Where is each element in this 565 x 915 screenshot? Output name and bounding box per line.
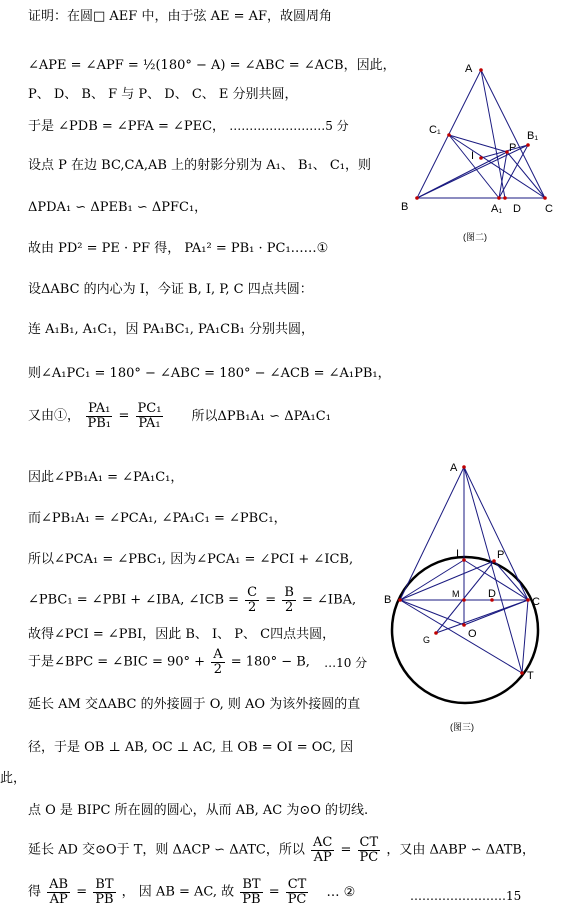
equals-sign: = xyxy=(76,884,88,900)
proof-line-6: ΔPDA₁ ∽ ΔPEB₁ ∽ ΔPFC₁， xyxy=(28,200,208,215)
label-a1: A₁ xyxy=(491,203,503,215)
proof-line-14: 所以∠PCA₁ = ∠PBC₁, 因为∠PCA₁ = ∠PCI + ∠ICB, xyxy=(28,552,354,567)
proof-line-5: 设点 P 在边 BC,CA,AB 上的射影分别为 A₁、 B₁、 C₁，则 xyxy=(28,158,372,173)
proof-line-8: 设ΔABC 的内心为 I，今证 B, I, P, C 四点共圆： xyxy=(28,282,313,297)
fraction-c-2: $\frac{C}{2}$ xyxy=(247,585,258,615)
proof-line-22-text: 延长 AD 交⊙O于 T，则 ΔACP ∽ ΔATC，所以 xyxy=(28,842,305,858)
label-c: C xyxy=(545,203,553,215)
proof-line-11b-text: 所以ΔPB₁A₁ ∽ ΔPA₁C₁ xyxy=(191,408,331,424)
equals-sign: = xyxy=(268,884,280,900)
fraction-a-2: $\frac{A}{2}$ xyxy=(213,647,223,677)
score-mark-5: ……………………5 分 xyxy=(229,119,349,133)
proof-line-17-tail: = 180° − B, xyxy=(230,654,310,670)
proof-line-13: 而∠PB₁A₁ = ∠PCA₁, ∠PA₁C₁ = ∠PBC₁， xyxy=(28,511,287,526)
fraction-pa1-pb1: $\frac{\text{PA₁}}{\text{PB₁}}$ xyxy=(87,401,111,431)
label-i: I xyxy=(471,150,475,162)
proof-line-23-tail: … ② xyxy=(326,884,356,900)
proof-line-9: 连 A₁B₁, A₁C₁，因 PA₁BC₁, PA₁CB₁ 分别共圆， xyxy=(28,322,315,337)
proof-line-23-text: 得 xyxy=(28,884,42,900)
label-t: T xyxy=(527,670,534,682)
proof-line-22 xyxy=(28,836,535,865)
figure-two-caption: (图二) xyxy=(463,232,487,242)
fraction-bt-pb-2: $\frac{BT}{PB}$ xyxy=(242,877,261,907)
segment-bt xyxy=(400,600,522,673)
label-d: D xyxy=(488,588,496,600)
proof-line-20: 此， xyxy=(0,771,27,786)
score-mark-10: …10 分 xyxy=(324,655,368,670)
segment-ob xyxy=(400,600,464,625)
segment-c1-p xyxy=(449,135,507,152)
score-mark-15: ……………………15 xyxy=(410,889,522,903)
label-d: D xyxy=(513,203,521,215)
proof-line-23-mid: ， 因 AB = AC, 故 xyxy=(121,884,235,900)
proof-line-3: P、 D、 B、 F 与 P、 D、 C、 E 分别共圆， xyxy=(28,87,298,102)
label-a: A xyxy=(450,462,458,474)
fraction-ct-pc: $\frac{CT}{PC}$ xyxy=(359,835,379,865)
proof-line-21: 点 O 是 BIPC 所在圆的圆心，从而 AB, AC 为⊙O 的切线. xyxy=(28,803,369,818)
label-g: G xyxy=(423,635,431,645)
label-c: C xyxy=(532,596,540,608)
fraction-bt-pb: $\frac{BT}{PB}$ xyxy=(95,877,114,907)
label-p: P xyxy=(497,549,505,561)
proof-line-1: 证明：在圆□ AEF 中，由于弦 AE = AF，故圆周角 xyxy=(28,9,333,24)
figure-two-diagram xyxy=(395,60,560,250)
segment-c-c1 xyxy=(449,135,545,198)
segment-a1-c1 xyxy=(449,135,499,198)
label-m: M xyxy=(452,589,460,599)
figure-three-caption: (图三) xyxy=(450,722,474,732)
fraction-ac-ap: $\frac{AC}{AP}$ xyxy=(313,835,333,865)
proof-line-17-text: 于是∠BPC = ∠BIC = 90° + xyxy=(28,654,206,670)
label-a: A xyxy=(465,63,473,75)
label-c1: C₁ xyxy=(429,124,441,136)
proof-line-15-tail: = ∠IBA, xyxy=(302,592,357,608)
label-b: B xyxy=(384,594,392,606)
proof-line-15 xyxy=(28,586,356,615)
proof-line-2: ∠APE = ∠APF = ½(180° − A) = ∠ABC = ∠ACB，因此， xyxy=(28,58,396,73)
proof-line-7: 故由 PD² = PE · PF 得， PA₁² = PB₁ · PC₁……① xyxy=(28,241,329,256)
equals-sign: = xyxy=(340,842,352,858)
proof-line-11-text: 又由①， xyxy=(28,408,81,424)
fraction-b-2: $\frac{B}{2}$ xyxy=(284,585,294,615)
segment-cp xyxy=(494,561,528,600)
label-p: P xyxy=(509,142,517,154)
proof-line-18: 延长 AM 交ΔABC 的外接圆于 O, 则 AO 为该外接圆的直 xyxy=(28,697,361,712)
label-o: O xyxy=(468,628,477,640)
proof-line-15-text: ∠PBC₁ = ∠PBI + ∠IBA, ∠ICB = xyxy=(28,592,240,608)
proof-line-16: 故得∠PCI = ∠PBI，因此 B、 I、 P、 C四点共圆， xyxy=(28,627,336,642)
proof-line-12: 因此∠PB₁A₁ = ∠PA₁C₁， xyxy=(28,470,184,485)
segment-ad xyxy=(481,70,505,198)
equals-sign: = xyxy=(265,592,277,608)
proof-line-22-tail: ，又由 ΔABP ∽ ΔATB， xyxy=(386,842,535,858)
fraction-ab-ap: $\frac{AB}{AP}$ xyxy=(49,877,69,907)
proof-line-19: 径，于是 OB ⊥ AB, OC ⊥ AC, 且 OB = OI = OC, 因 xyxy=(28,740,354,755)
proof-line-10: 则∠A₁PC₁ = 180° − ∠ABC = 180° − ∠ACB = ∠A₁PB₁， xyxy=(28,366,391,381)
proof-line-17 xyxy=(28,648,367,677)
proof-line-23 xyxy=(28,878,355,907)
label-b1: B₁ xyxy=(527,130,539,142)
fraction-pc1-pa1: $\frac{\text{PC₁}}{\text{PA₁}}$ xyxy=(137,401,162,431)
equals-sign: = xyxy=(118,408,130,424)
proof-line-4 xyxy=(28,118,349,135)
figure-three-diagram xyxy=(380,455,550,740)
proof-line-4-text: 于是 ∠PDB = ∠PFA = ∠PEC， xyxy=(28,119,226,134)
segment-bp xyxy=(400,561,494,600)
label-b: B xyxy=(401,201,409,213)
fraction-ct-pc-2: $\frac{CT}{PC}$ xyxy=(287,877,307,907)
label-i: I xyxy=(456,548,460,560)
proof-line-11 xyxy=(28,402,331,431)
segment-ct xyxy=(522,600,528,673)
circle-o xyxy=(392,557,538,703)
